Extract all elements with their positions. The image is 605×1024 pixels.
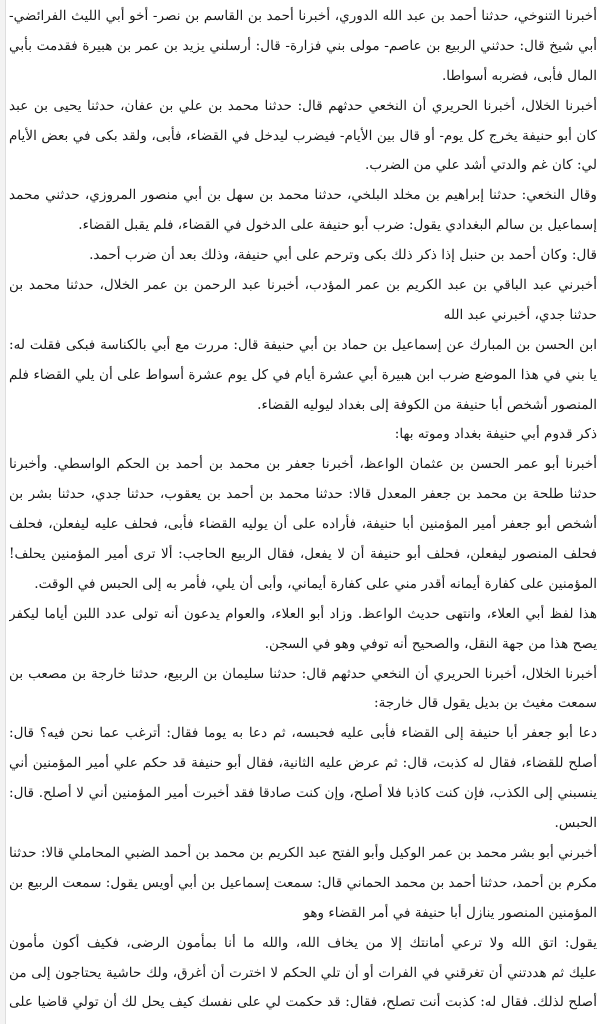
text-line: أصلح للقضاء، فقال له كذبت، قال: ثم عرض عليه الثانية، فقال أبو حنيفة قد حكم علي أمير المؤمنين أني (9, 755, 597, 772)
paragraph (9, 241, 597, 271)
text-line: إسماعيل بن سالم البغدادي يقول: ضرب أبو حنيفة على الدخول في القضاء، فلم يقبل القضاء. (78, 217, 597, 234)
paragraph (9, 181, 597, 241)
paragraph (9, 660, 597, 720)
paragraph (9, 600, 597, 660)
paragraph (9, 839, 597, 929)
paragraph (9, 271, 597, 331)
text-line: الحبس. (554, 815, 597, 832)
paragraph (9, 929, 597, 1019)
paragraph (9, 92, 597, 182)
text-line: أخبرنا الخلال، أخبرنا الحريري أن النخعي حدثهم قال: حدثنا سليمان بن الربيع، حدثنا خارجة بن مصعب بن (9, 665, 597, 682)
text-line: عليك ثم هددتني أن تغرقني في الفرات أو أن تلي الحكم لا اخترت أن أغرق، ولك حاشية يحتاجون إلى من (9, 964, 597, 981)
text-line: المؤمنين على كفارة أيمانه أقدر مني على كفارة أيماني، وأبى أن يلي، فأمر به إلى الحبس في الوقت. (34, 575, 597, 592)
text-line: أصلح لذلك. فقال له: كذبت أنت تصلح، فقال: قد حكمت لي على نفسك كيف يحل لك أن تولي قاضيا على (9, 994, 597, 1011)
paragraph (9, 2, 597, 92)
text-line: أبي شيخ قال: حدثني الربيع بن عاصم- مولى بني فزارة- قال: أرسلني يزيد بن عمر بن هبيرة فقدمت بأبي (9, 37, 597, 54)
text-line: أخبرنا أبو عمر الحسن بن عثمان الواعظ، أخبرنا جعفر بن محمد بن أحمد بن الحكم الواسطي. وأخبرنا (9, 456, 597, 473)
text-line: أخبرني عبد الباقي بن عبد الكريم بن عمر المؤدب، أخبرنا عبد الرحمن بن عمر الخلال، حدثنا محمد بن (9, 277, 597, 294)
left-page-edge (0, 0, 6, 1024)
text-line: مكرم بن أحمد، حدثنا أحمد بن محمد الحماني قال: سمعت إسماعيل بن أبي أويس يقول: سمعت الربيع بن (9, 874, 597, 891)
text-line: لي: كان غم والدتي أشد علي من الضرب. (365, 157, 597, 174)
paragraph (9, 719, 597, 839)
text-line: أخبرني أبو بشر محمد بن عمر الوكيل وأبو الفتح عبد الكريم بن محمد بن أحمد الضبي المحاملي قالا: حدثنا (9, 844, 597, 861)
text-line: أشخص أبو جعفر أمير المؤمنين أبا حنيفة، فأراده على أن يوليه القضاء فأبى، فحلف عليه ليفعلن، فحلف (9, 516, 597, 533)
text-line: يقول: اتق الله ولا ترعي أمانتك إلا من يخاف الله، والله ما أنا بمأمون الرضى، فكيف أكون مأمون (9, 934, 597, 951)
paragraph (9, 331, 597, 421)
text-line: هذا لفظ أبي العلاء، وانتهى حديث الواعظ. وزاد أبو العلاء، والعوام يدعون أنه تولى عدد اللبن أياما ليكفر (9, 605, 597, 622)
document-page (9, 2, 597, 1018)
text-line: حدثنا طلحة بن محمد بن جعفر المعدل قالا: حدثنا محمد بن أحمد بن يعقوب، حدثنا جدي، حدثنا بشر بن (9, 486, 597, 503)
text-line: المؤمنين المنصور ينازل أبا حنيفة في أمر القضاء وهو (303, 904, 597, 921)
text-line: ذكر قدوم أبي حنيفة بغداد وموته بها: (394, 426, 597, 443)
text-line: قال: وكان أحمد بن حنبل إذا ذكر ذلك بكى وترحم على أبي حنيفة، وذلك بعد أن ضرب أحمد. (89, 247, 597, 264)
text-line: فحلف المنصور ليفعلن، فحلف أبو حنيفة أن لا يفعل، فقال الربيع الحاجب: ألا ترى أمير المؤمنين يحلف! (9, 546, 597, 563)
paragraph (9, 450, 597, 599)
text-line: دعا أبو جعفر أبا حنيفة إلى القضاء فأبى عليه فحبسه، ثم دعا به يوما فقال: أترغب عما نحن فيه؟ قال: (9, 725, 597, 742)
text-line: أخبرنا التنوخي، حدثنا أحمد بن عبد الله الدوري، أخبرنا أحمد بن القاسم بن نصر- أخو أبي الليث الفرائضي- (9, 8, 597, 24)
text-line: سمعت مغيث بن بديل يقول قال خارجة: (374, 695, 597, 712)
text-line: المنصور أشخص أبا حنيفة من الكوفة إلى بغداد ليوليه القضاء. (257, 396, 597, 413)
text-line: ابن الحسن بن المبارك عن إسماعيل بن حماد بن أبي حنيفة قال: مررت مع أبي بالكناسة فبكى فقلت له: (9, 336, 597, 353)
text-line: يا بني في هذا الموضع ضرب ابن هبيرة أبي عشرة أيام في كل يوم عشرة أسواط على أن يلي القضاء فلم (9, 366, 597, 383)
text-line: كان أبو حنيفة يخرج كل يوم- أو قال بين الأيام- فيضرب ليدخل في القضاء، فأبى، ولقد بكى في بعض الأيام (9, 127, 597, 144)
text-line: المال فأبى، فضربه أسواطا. (441, 67, 597, 84)
text-line: ينسبني إلى الكذب، فإن كنت كاذبا فلا أصلح، وإن كنت صادقا فقد أخبرت أمير المؤمنين أني لا أصلح. قال: (9, 785, 597, 802)
text-line: أخبرنا الخلال، أخبرنا الحريري أن النخعي حدثهم قال: حدثنا محمد بن علي بن عفان، حدثنا يحيى بن عبد (9, 97, 597, 114)
text-line: حدثنا جدي، أخبرني عبد الله (443, 306, 597, 323)
paragraph (9, 420, 597, 450)
text-line: وقال النخعي: حدثنا إبراهيم بن مخلد البلخي، حدثنا محمد بن سهل بن أبي منصور المروزي، حدثني محمد (9, 187, 597, 204)
text-line: يصح هذا من جهة النقل، والصحيح أنه توفي وهو في السجن. (264, 635, 597, 652)
